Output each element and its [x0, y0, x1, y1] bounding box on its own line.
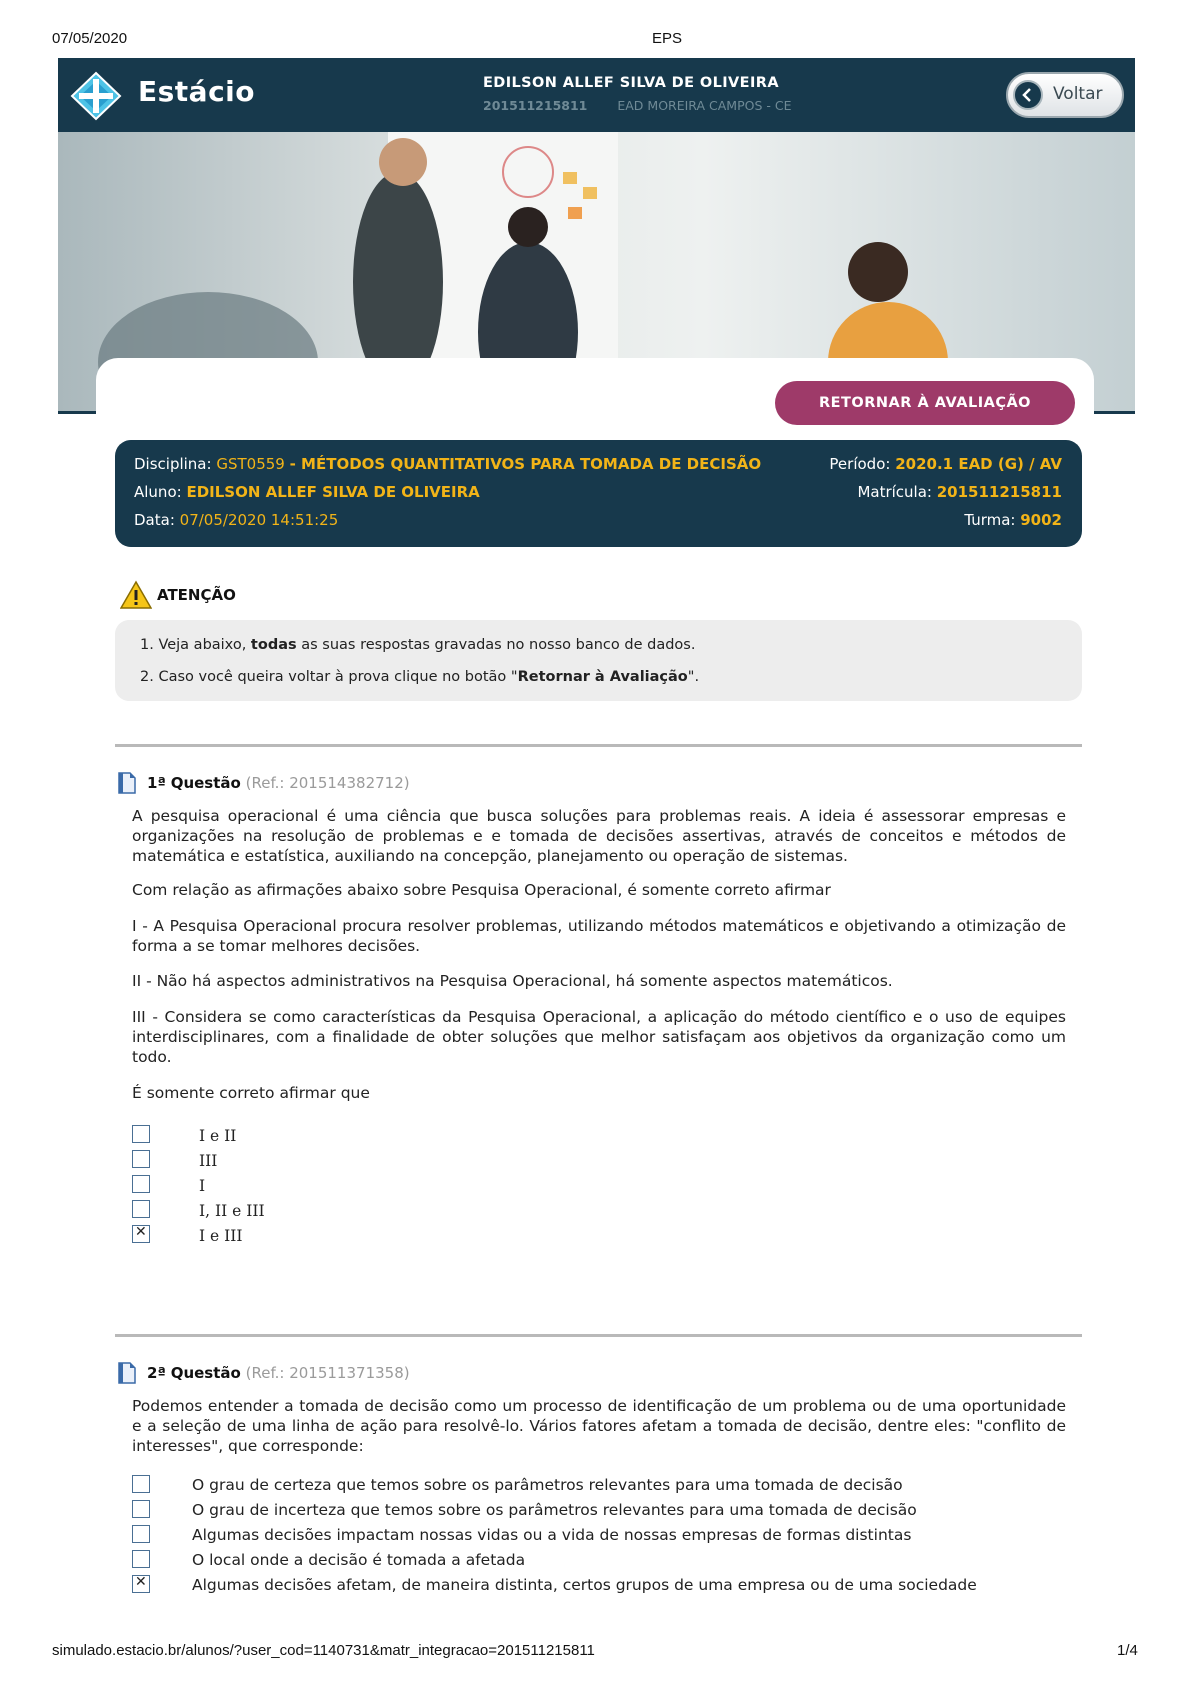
option-label: III: [199, 1152, 218, 1170]
option-checkbox[interactable]: [132, 1125, 150, 1143]
option-checkbox[interactable]: [132, 1525, 150, 1543]
option-label: O local onde a decisão é tomada a afetada: [192, 1551, 526, 1569]
question-text: A pesquisa operacional é uma ciência que busca soluções para problemas reais. A ideia é assessorar empresas e organizações na resolução de problemas e e tomada de decisões assertivas, através de conceitos e métodos de matemática e estatística, auxiliando na concepção, planejamento ou operação de sistemas.: [132, 807, 1066, 865]
disciplina-name: - MÉTODOS QUANTITATIVOS PARA TOMADA DE DECISÃO: [289, 455, 762, 473]
print-page-number: 1/4: [1117, 1642, 1138, 1659]
print-title: EPS: [652, 30, 683, 47]
document-icon: [118, 1362, 136, 1384]
student-subtitle: [483, 98, 791, 113]
info-row-data: [134, 511, 1062, 533]
aluno-label: Aluno:: [134, 483, 182, 501]
info-row-disciplina: [134, 455, 1062, 477]
back-button-label: Voltar: [1053, 84, 1103, 104]
option-label: O grau de incerteza que temos sobre os parâmetros relevantes para uma tomada de decisão: [192, 1501, 917, 1519]
option-checkbox[interactable]: [132, 1500, 150, 1518]
document-icon: [118, 772, 136, 794]
option-label: I, II e III: [199, 1202, 265, 1220]
option-label: Algumas decisões impactam nossas vidas ou a vida de nossas empresas de formas distintas: [192, 1526, 912, 1544]
question-divider: [115, 744, 1082, 747]
disciplina-label: Disciplina:: [134, 455, 212, 473]
periodo-label: Período:: [829, 455, 891, 473]
print-date: 07/05/2020: [52, 30, 128, 47]
question-ref: (Ref.: 201514382712): [245, 774, 410, 792]
chevron-left-icon: [1013, 80, 1043, 110]
warning-icon: [120, 580, 152, 610]
option-label: Algumas decisões afetam, de maneira distinta, certos grupos de uma empresa ou de uma sociedade: [192, 1576, 977, 1594]
matricula-label: Matrícula:: [857, 483, 932, 501]
question-text: III - Considera se como características da Pesquisa Operacional, a aplicação do método científico e o uso de equipes interdisciplinares, com a finalidade de obter soluções que melhor satisfaçam aos objetivos da organização como um todo.: [132, 1008, 1066, 1066]
info-row-aluno: [134, 483, 1062, 505]
estacio-logo-icon: [70, 71, 122, 121]
back-button[interactable]: [1006, 72, 1124, 118]
option-checkbox-checked[interactable]: [132, 1225, 150, 1243]
option-label: I e II: [199, 1127, 237, 1145]
student-campus: EAD MOREIRA CAMPOS - CE: [617, 98, 792, 113]
attention-line-1: 1. Veja abaixo, todas as suas respostas gravadas no nosso banco de dados.: [140, 637, 696, 653]
data-label: Data:: [134, 511, 175, 529]
option-checkbox[interactable]: [132, 1150, 150, 1168]
option-checkbox-checked[interactable]: [132, 1575, 150, 1593]
matricula-value: 201511215811: [936, 483, 1062, 501]
question-text: Podemos entender a tomada de decisão como um processo de identificação de um problema ou de uma oportunidade e a seleção de uma linha de ação para resolvê-lo. Vários fatores afetam a tomada de decisão, dentre eles: "conflito de interesses", que corresponde:: [132, 1397, 1066, 1455]
attention-line-2: 2. Caso você queira voltar à prova clique no botão "Retornar à Avaliação".: [140, 669, 700, 685]
return-to-evaluation-button[interactable]: RETORNAR À AVALIAÇÃO: [775, 381, 1075, 425]
estacio-logo[interactable]: [70, 71, 270, 121]
disciplina-code: GST0559: [216, 455, 285, 473]
option-label: I: [199, 1177, 206, 1195]
data-value: 07/05/2020 14:51:25: [179, 511, 339, 529]
question-title: 2ª Questão (Ref.: 201511371358): [147, 1364, 410, 1382]
option-checkbox[interactable]: [132, 1175, 150, 1193]
periodo-value: 2020.1 EAD (G) / AV: [895, 455, 1062, 473]
option-checkbox[interactable]: [132, 1200, 150, 1218]
attention-box: [115, 620, 1082, 701]
student-id: 201511215811: [483, 98, 588, 113]
option-label: O grau de certeza que temos sobre os parâmetros relevantes para uma tomada de decisão: [192, 1476, 903, 1494]
attention-title: ATENÇÃO: [157, 586, 236, 604]
question-text: II - Não há aspectos administrativos na Pesquisa Operacional, há somente aspectos matemáticos.: [132, 972, 893, 990]
option-checkbox[interactable]: [132, 1475, 150, 1493]
print-url: simulado.estacio.br/alunos/?user_cod=1140731&matr_integracao=201511215811: [52, 1642, 595, 1659]
question-text: É somente correto afirmar que: [132, 1084, 370, 1102]
option-label: I e III: [199, 1227, 243, 1245]
question-ref: (Ref.: 201511371358): [245, 1364, 410, 1382]
top-bar: [58, 58, 1135, 132]
question-text: I - A Pesquisa Operacional procura resolver problemas, utilizando métodos matemáticos e objetivando a otimização de forma a se tomar melhores decisões.: [132, 917, 1066, 955]
logo-text: Estácio: [138, 75, 256, 108]
student-name: EDILSON ALLEF SILVA DE OLIVEIRA: [483, 75, 779, 91]
aluno-value: EDILSON ALLEF SILVA DE OLIVEIRA: [186, 483, 480, 501]
turma-value: 9002: [1020, 511, 1062, 529]
exam-info-box: [115, 440, 1082, 547]
turma-label: Turma:: [964, 511, 1016, 529]
option-checkbox[interactable]: [132, 1550, 150, 1568]
question-text: Com relação as afirmações abaixo sobre Pesquisa Operacional, é somente correto afirmar: [132, 881, 831, 899]
question-title: 1ª Questão (Ref.: 201514382712): [147, 774, 410, 792]
question-divider: [115, 1334, 1082, 1337]
